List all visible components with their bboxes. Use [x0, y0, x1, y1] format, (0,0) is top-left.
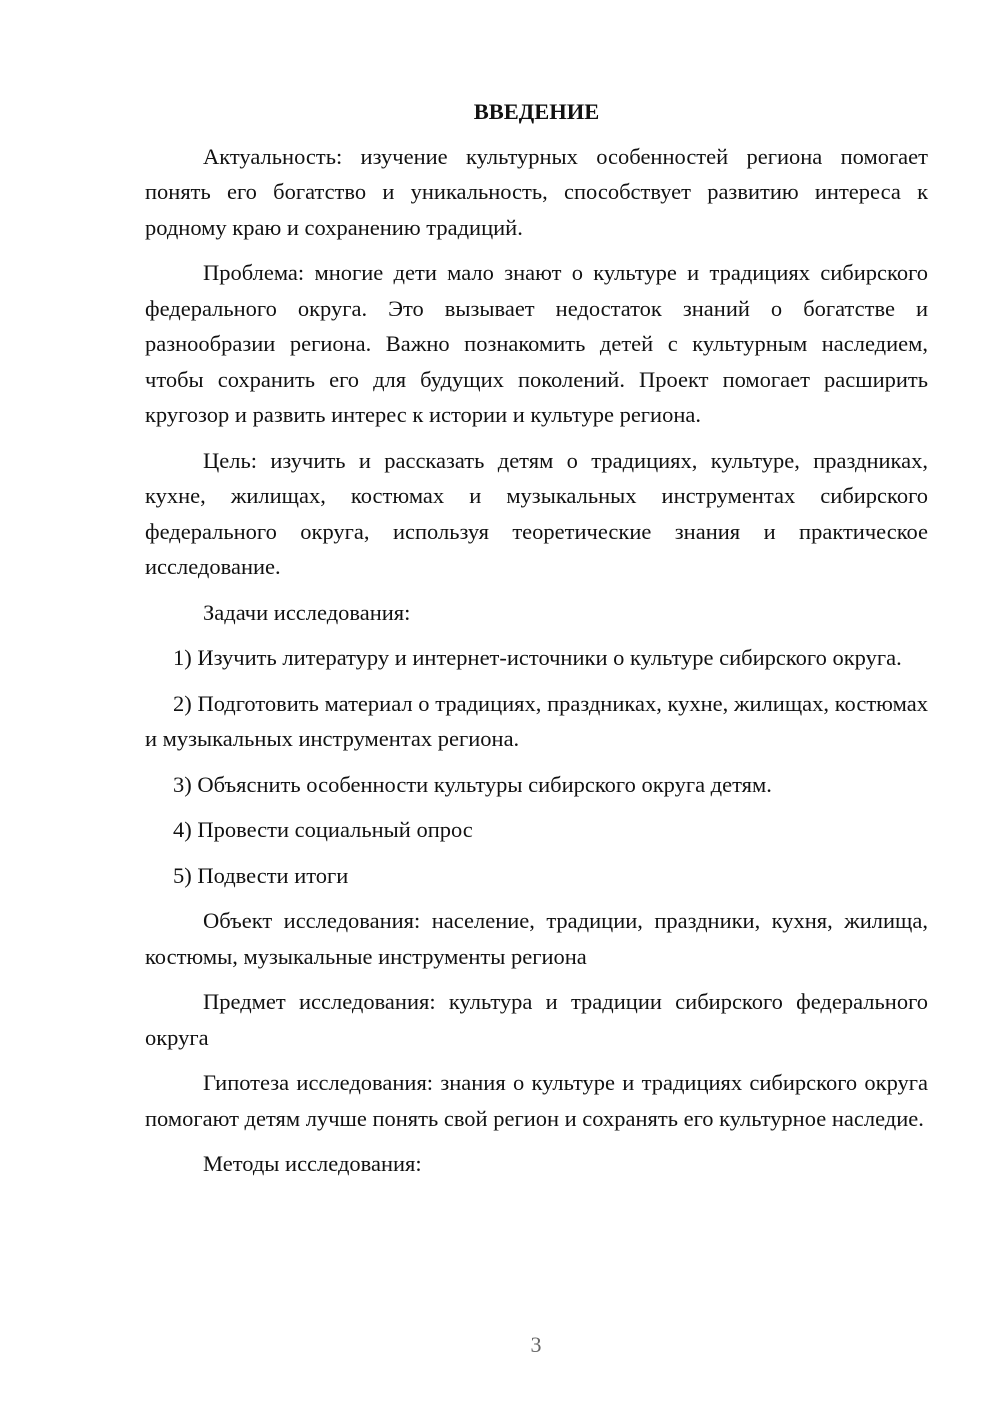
object-paragraph: Объект исследования: население, традиции, праздники, кухня, жилища, костюмы, музыкальные инструменты региона: [145, 908, 928, 969]
task-item-1: 1) Изучить литературу и интернет-источники о культуре сибирского округа.: [173, 645, 902, 670]
problem-paragraph: Проблема: многие дети мало знают о культуре и традициях сибирского федерального округа. Это вызывает недостаток знаний о богатстве и разнообразии региона. Важно познакомить детей с культурным наследием, чтобы сохранить его для будущих поколений. Проект помогает расширить кругозор и развить интерес к истории и культуре региона.: [145, 260, 928, 427]
goal-paragraph: Цель: изучить и рассказать детям о традициях, культуре, праздниках, кухне, жилищах, костюмах и музыкальных инструментах сибирского федерального округа, используя теоретические знания и практическое исследование.: [145, 447, 928, 579]
hypothesis-paragraph: Гипотеза исследования: знания о культуре и традициях сибирского округа помогают детям лучше понять свой регион и сохранять его культурное наследие.: [145, 1070, 928, 1131]
document-page: [145, 94, 928, 1192]
task-item-2: 2) Подготовить материал о традициях, праздниках, кухне, жилищах, костюмах и музыкальных инструментах региона.: [145, 690, 928, 751]
tasks-heading: Задачи исследования:: [203, 599, 411, 625]
section-title: ВВЕДЕНИЕ: [473, 99, 600, 124]
task-item-3: 3) Объяснить особенности культуры сибирского округа детям.: [173, 771, 772, 797]
relevance-paragraph: Актуальность: изучение культурных особенностей региона помогает понять его богатство и уникальность, способствует развитию интереса к родному краю и сохранению традиций.: [145, 143, 928, 240]
task-item-4: 4) Провести социальный опрос: [173, 817, 473, 842]
page-number: 3: [530, 1332, 542, 1357]
methods-heading: Методы исследования:: [203, 1151, 422, 1176]
task-item-5: 5) Подвести итоги: [173, 862, 349, 888]
subject-paragraph: Предмет исследования: культура и традиции сибирского федерального округа: [145, 989, 928, 1050]
